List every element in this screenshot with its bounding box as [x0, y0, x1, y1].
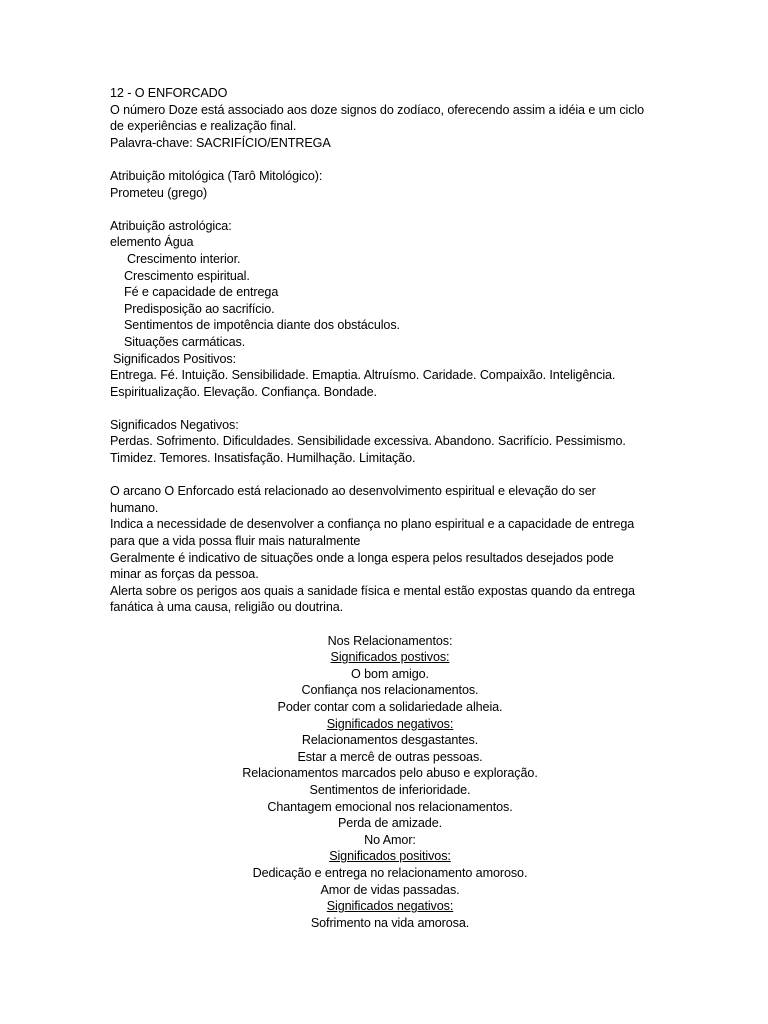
negative-line: Perdas. Sofrimento. Dificuldades. Sensibilidade excessiva. Abandono. Sacrifício. Pessimismo. — [110, 434, 626, 449]
love-heading: No Amor: — [364, 832, 416, 847]
mythological-heading: Atribuição mitológica (Tarô Mitológico): — [110, 168, 323, 183]
negative-line: Timidez. Temores. Insatisfação. Humilhação. Limitação. — [110, 451, 416, 466]
love-positive-item: Amor de vidas passadas. — [320, 882, 460, 897]
body-line: Geralmente é indicativo de situações onde a longa espera pelos resultados desejados pode — [110, 550, 614, 565]
positive-heading: Significados Positivos: — [113, 351, 236, 366]
negative-heading: Significados Negativos: — [110, 417, 239, 432]
positive-line: Espiritualização. Elevação. Confiança. Bondade. — [110, 384, 377, 399]
relationships-positive-item: O bom amigo. — [351, 666, 429, 681]
love-negative-heading: Significados negativos: — [326, 899, 454, 914]
relationships-positive-item: Confiança nos relacionamentos. — [301, 683, 479, 698]
body-line: para que a vida possa fluir mais naturalmente — [110, 534, 361, 549]
astrological-item: Situações carmáticas. — [124, 334, 246, 349]
body-line: O arcano O Enforcado está relacionado ao desenvolvimento espiritual e elevação do ser — [110, 484, 596, 499]
body-line: Indica a necessidade de desenvolver a confiança no plano espiritual e a capacidade de entrega — [110, 517, 635, 532]
astrological-item: Crescimento espiritual. — [124, 268, 250, 283]
astrological-element: elemento Água — [110, 235, 194, 250]
keyword-line: Palavra-chave: SACRIFÍCIO/ENTREGA — [110, 135, 331, 150]
document-page — [110, 85, 670, 931]
relationships-negative-heading: Significados negativos: — [326, 716, 454, 731]
love-positive-item: Dedicação e entrega no relacionamento amoroso. — [252, 865, 528, 880]
body-line: Alerta sobre os perigos aos quais a sanidade física e mental estão expostas quando da entrega — [110, 583, 635, 598]
relationships-negative-item: Estar a mercê de outras pessoas. — [297, 749, 483, 764]
relationships-negative-item: Relacionamentos desgastantes. — [301, 733, 479, 748]
intro-line: O número Doze está associado aos doze signos do zodíaco, oferecendo assim a idéia e um ciclo — [110, 102, 645, 117]
love-negative-item: Sofrimento na vida amorosa. — [310, 915, 470, 930]
relationships-negative-item: Relacionamentos marcados pelo abuso e exploração. — [242, 766, 538, 781]
relationships-negative-item: Chantagem emocional nos relacionamentos. — [267, 799, 513, 814]
body-line: humano. — [110, 500, 159, 515]
astrological-item: Predisposição ao sacrifício. — [124, 301, 275, 316]
astrological-item: Fé e capacidade de entrega — [124, 285, 279, 300]
positive-line: Entrega. Fé. Intuição. Sensibilidade. Emaptia. Altruísmo. Caridade. Compaixão. Inteligência. — [110, 368, 616, 383]
relationships-negative-item: Perda de amizade. — [337, 816, 442, 831]
relationships-positive-heading: Significados postivos: — [330, 650, 450, 665]
relationships-heading: Nos Relacionamentos: — [327, 633, 453, 648]
relationships-negative-item: Sentimentos de inferioridade. — [309, 782, 471, 797]
card-title: 12 - O ENFORCADO — [110, 86, 228, 100]
intro-line: de experiências e realização final. — [110, 119, 297, 134]
body-line: minar as forças da pessoa. — [110, 567, 259, 582]
love-positive-heading: Significados positivos: — [329, 849, 451, 864]
body-line: fanática à uma causa, religião ou doutrina. — [110, 600, 344, 615]
relationships-section — [110, 633, 670, 932]
astrological-item: Sentimentos de impotência diante dos obstáculos. — [124, 318, 400, 333]
relationships-positive-item: Poder contar com a solidariedade alheia. — [277, 699, 503, 714]
astrological-heading: Atribuição astrológica: — [110, 218, 232, 233]
astrological-item: Crescimento interior. — [127, 251, 241, 266]
mythological-value: Prometeu (grego) — [110, 185, 208, 200]
